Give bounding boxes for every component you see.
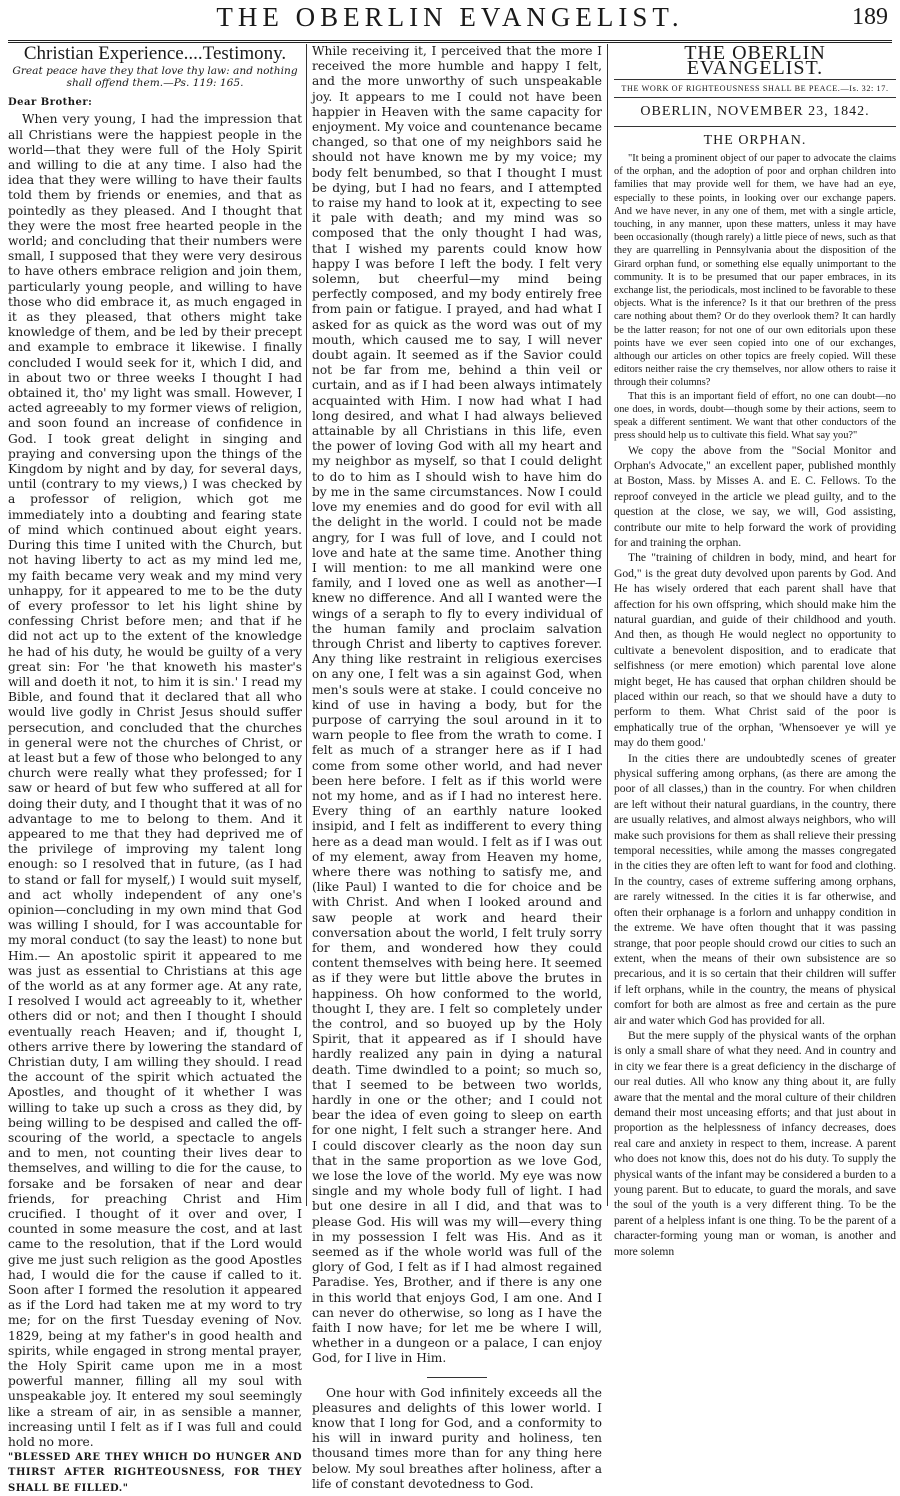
motto: THE WORK OF RIGHTEOUSNESS SHALL BE PEACE.—Is. 32: 17. [614,79,896,98]
newspaper-title: THE OBERLIN EVANGELIST. [216,2,684,32]
right-column [614,42,896,1258]
article-paragraph: We copy the above from the "Social Monitor and Orphan's Advocate," an excellent paper, published monthly at Boston, Mass. by Misses A. and E. C. Fellows. To the reproof conveyed in the article we plead guilty, and to the question at the close, we say, we will, God assisting, contribute our mite to help forward the work of providing for and training the orphan. [614,443,896,549]
article-paragraph: When very young, I had the impression that all Christians were the happiest people in the world—that they were full of the Holy Spirit and willing to die at any time. I also had the idea that they were willing to have their faults told them by friends or enemies, and that as pointedly as they pleased. And I thought that they were the most free hearted people in the world; and concluding that their numbers were small, I supposed that they were very desirous to have others embrace religion and join them, particularly young people, and willing to have those who did embrace it, as much engaged in it as they pleased, that others might take knowledge of them, and be led by their precept and example to embrace it likewise. I finally concluded I would seek for it, which I did, and in about two or three weeks I thought I had obtained it, tho' my light was small. However, I acted agreeably to my former views of religion, and soon found an increase of confidence in God. I took great delight in singing and praying and conversing upon the things of the Kingdom by night and by day, for several days, until (contrary to my views,) I was checked by a professor of religion, which got me immediately into a doubting and fearing state of mind which continued about eight years. During this time I united with the Church, but not having liberty to act as my mind led me, my faith became very weak and my mind very unhappy, for it appeared to me to be the duty of every professor to let his light shine by confessing Christ before men; and that if he did not act up to the extent of the knowledge he had of his duty, he would be guilty of a very great sin: For 'he that knoweth his master's will and doeth it not, to him it is sin.' I read my Bible, and found that it declared that all who would live godly in Christ Jesus should suffer persecution, and concluded that the churches in general were not the churches of Christ, or at least but a few of those who belonged to any church were really what they professed; for I saw or heard of but few who suffered at all for doing their duty, and I thought that it was of no advantage to me to belong to them. And it appeared to me that they had deprived me of the privilege of improving my talent long enough: so I resolved that in future, (as I had to stand or fall for myself,) I would suit myself, and act wholly independent of any one's opinion—concluding in my own mind that God was willing I should, for I was accountable for my moral conduct (to say the least) to none but Him.— An apostolic spirit it appeared to me was just as essential to Christians at this age of the world as at any former age. At any rate, I resolved I would act agreeably to it, whether others did or not; and then I thought I should eventually reach Heaven; and if, thought I, others arrive there by lowering the standard of Christian duty, I am willing they should. I read the account of the spirit which actuated the Apostles, and thought of it whether I was willing to take up such a cross as they did, by being willing to be despised and called the off-scouring of the world, a spectacle to angels and to men, not counting their lives dear to themselves, and willing to die for the cause, to forsake and be forsaken of near and dear friends, for preaching Christ and Him crucified. I thought of it over and over, I counted in some measure the cost, and at last came to the resolution, that if the Lord would give me just such religion as the good Apostles had, I would die for the cause if called to it. Soon after I formed the resolution it appeared as if the Lord had taken me at my word to try me; for on the first Tuesday evening of Nov. 1829, being at my father's in good health and spirits, while engaged in strong mental prayer, the Holy Spirit came upon me in a most powerful manner, filling all my soul with unspeakable joy. It entered my soul seemingly like a stream of air, in as sensible a manner, increasing until I felt as if I was full and could hold no more. [8,112,302,1450]
article-paragraph: While receiving it, I perceived that the more I received the more humble and happy I felt, and the more unworthy of such unspeakable joy. It appears to me I could not have been happier in Heaven with the same capacity for enjoyment. My voice and countenance became changed, so that one of my neighbors said he should not have known me by my voice; my body felt benumbed, so that I thought I must be dying, but I had no fears, and I attempted to raise my hand to look at it, expecting to see it pale with death; and my mind was so composed that the only thought I had was, that I wished my parents could know how happy I was before I left the body. I felt very solemn, but cheerful—my mind being perfectly composed, and my body entirely free from pain or fatigue. I prayed, and had what I asked for as quick as the word was out of my mouth, which caused me to say, I will never doubt again. It seemed as if the Savior could not be far from me, behind a thin veil or curtain, and as if I had been always intimately acquainted with Him. I now had what I had long desired, and what I had always believed attainable by all Christians in this life, even the power of loving God with all my heart and my neighbor as myself, so that I could delight to do to him as I should wish to have him do by me in the same circumstances. Now I could love my enemies and do good for evil with all the delight in the world. I could not be made angry, for I was full of love, and I could not love and hate at the same time. Another thing I will mention: to me all mankind were one family, and I loved one as well as another—I knew no difference. And all I wanted were the wings of a seraph to fly to every individual of the human family and proclaim salvation through Christ and liberty to captives forever. Any thing like restraint in religious exercises on any one, I felt was a sin against God, when men's souls were at stake. I could conceive no kind of use in having a body, but for the purpose of carrying the soul around in it to warn people to flee from the wrath to come. I felt as much of a stranger here as if I had come from some other world, and had never been here before. I felt as if this world were not my home, and as if I had no interest here. Every thing of an earthly nature looked insipid, and I felt as indifferent to every thing here as a dead man would. I felt as if I was out of my element, away from Heaven my home, where there was nothing to satisfy me, and (like Paul) I wanted to die for choice and be with Christ. And when I looked around and saw people at work and heard their conversation about the world, I felt truly sorry for them, and wondered how they could content themselves with being here. It seemed as if they were but little above the brutes in happiness. Oh how conformed to the world, thought I, they are. I felt so completely under the control, and so buoyed up by the Holy Spirit, that it appeared as if I should have hardly realized any pain in dying a natural death. Time dwindled to a point; so much so, that I seemed to be between two worlds, hardly in one or the other; and I could not bear the idea of even going to sleep on earth for one night, I felt such a stranger here. And I could discover clearly as the noon day sun that in the same proportion as we love God, we lose the love of the world. My eye was now single and my whole body full of light. I had but one desire in all I did, and that was to please God. His will was my will—every thing in my possession I felt was His. And as it seemed as if the whole world was full of the glory of God, I felt as if I had almost regained Paradise. Yes, Brother, and if there is any one in this world that enjoys God, I am one. And I can never do otherwise, so long as I have the faith I now have; for let me be where I will, whether in a dungeon or a palace, I can enjoy God, for I live in Him. [312,44,602,1366]
article-heading: Christian Experience....Testimony. [23,43,287,64]
quoted-text-end: That this is an important field of effort, no one can doubt—no one does, in words, doubt—though some by their actions, seem to speak a different sentiment. We want that other conductors of the press should help us to cultivate this field. What say you?" [614,390,896,442]
column-divider [306,44,307,1206]
salutation: Dear Brother: [8,97,93,109]
middle-column [312,44,602,1491]
page-number: 189 [852,4,888,30]
section-divider [427,1377,487,1378]
rule [614,126,896,127]
column-divider [607,44,608,1206]
article-title: THE ORPHAN. [703,132,807,148]
closing-paragraph: One hour with God infinitely exceeds all the pleasures and delights of this lower world. I know that I long for God, and a conformity to his will in inward purity and holiness, ten thousand times more than for any thing here below. My soul breathes after holiness, after a life of constant devotedness to God. [312,1385,602,1491]
quoted-text: "It being a prominent object of our paper to advocate the claims of the orphan, and the adoption of poor and orphan children into families that may provide well for them, we have had an eye, especially to these points, in looking over our exchange papers. And we have never, in any one of them, met with a single article, touching, in any manner, upon these matters, unless it may have been occasionally (though rarely) a little piece of news, such as that they are quarrelling in Pennsylvania about the disposition of the Girard orphan fund, or something else equally unimportant to the community. It is to be presumed that our paper embraces, in its exchange list, the periodicals, most inclined to be favorable to these objects. What is the inference? Is it that our brethren of the press care nothing about them? Or do they overlook them? It can hardly be the latter reason; for not one of our own editorials upon these points have we ever seen copied into one of our exchanges, although our articles on other topics are freely copied. Will these editors neither raise the cry themselves, nor allow others to raise it through their columns? [614,153,896,389]
article-paragraph: But the mere supply of the physical wants of the orphan is only a small share of what they need. And in country and in city we fear there is a great deficiency in the discharge of our real duties. All who know any thing about it, are fully aware that the mental and the moral culture of their children demand their most unceasing efforts; and that just about in proportion as the helplessness of infancy decreases, does real care and anxiety in respect to them, increase. A parent who does not know this, does not do his duty. To supply the physical wants of the infant may be considered a burden to a young parent. But to educate, to guard the morals, and save the soul of the youth is a very different thing. To be the parent of a helpless infant is one thing. To be the parent of a character-forming young man or woman, is another and more solemn [614,1028,896,1258]
dateline: OBERLIN, NOVEMBER 23, 1842. [640,104,870,120]
epigraph: Great peace have they that love thy law: and nothing shall offend them.—Ps. 119: 165. [12,65,298,90]
masthead [8,0,892,43]
editorial-nameplate: THE OBERLIN EVANGELIST. [684,42,826,80]
article-paragraph: The "training of children in body, mind, and heart for God," is the great duty devolved upon parents by God. And He has wisely ordered that each parent shall have that affection for his own offspring, which should make him the natural guardian, and guide of their childhood and youth. And then, as though He would neglect no opportunity to cultivate a benevolent disposition, and to eradicate that selfishness (or mere emotion) which parental love alone might beget, He has caused that orphan children should be placed within our reach, so that we should have a duty to perform to them. What Christ said of the poor is emphatically true of the orphan, 'Whensoever ye will ye may do them good.' [614,551,896,750]
article-paragraph: In the cities there are undoubtedly scenes of greater physical suffering among orphans, (as there are among the poor of all classes,) than in the country. For when children are left without their natural guardians, in the country, there are usually relatives, and almost always neighbors, who will make such provisions for them as shall relieve their pressing temporal necessities, while among the masses congregated in the cities they are often left to want for food and clothing. In the country, cases of extreme suffering among orphans, are rarely witnessed. In the cities it is far otherwise, and often their orphanage is a forlorn and unhappy condition in the extreme. We have often thought that it was passing strange, that poor people should crowd our cities to such an extent, when the means of their own subsistence are so precarious, and it is so certain that their children will suffer if left orphans, while in the country, the means of physical comfort for both are almost as free and certain as the pure air and water which God has provided for all. [614,751,896,1027]
left-column [8,43,302,1494]
closing-quote: "BLESSED ARE THEY WHICH DO HUNGER AND THIRST AFTER RIGHTEOUSNESS, FOR THEY SHALL BE FILLED." [8,1452,302,1494]
